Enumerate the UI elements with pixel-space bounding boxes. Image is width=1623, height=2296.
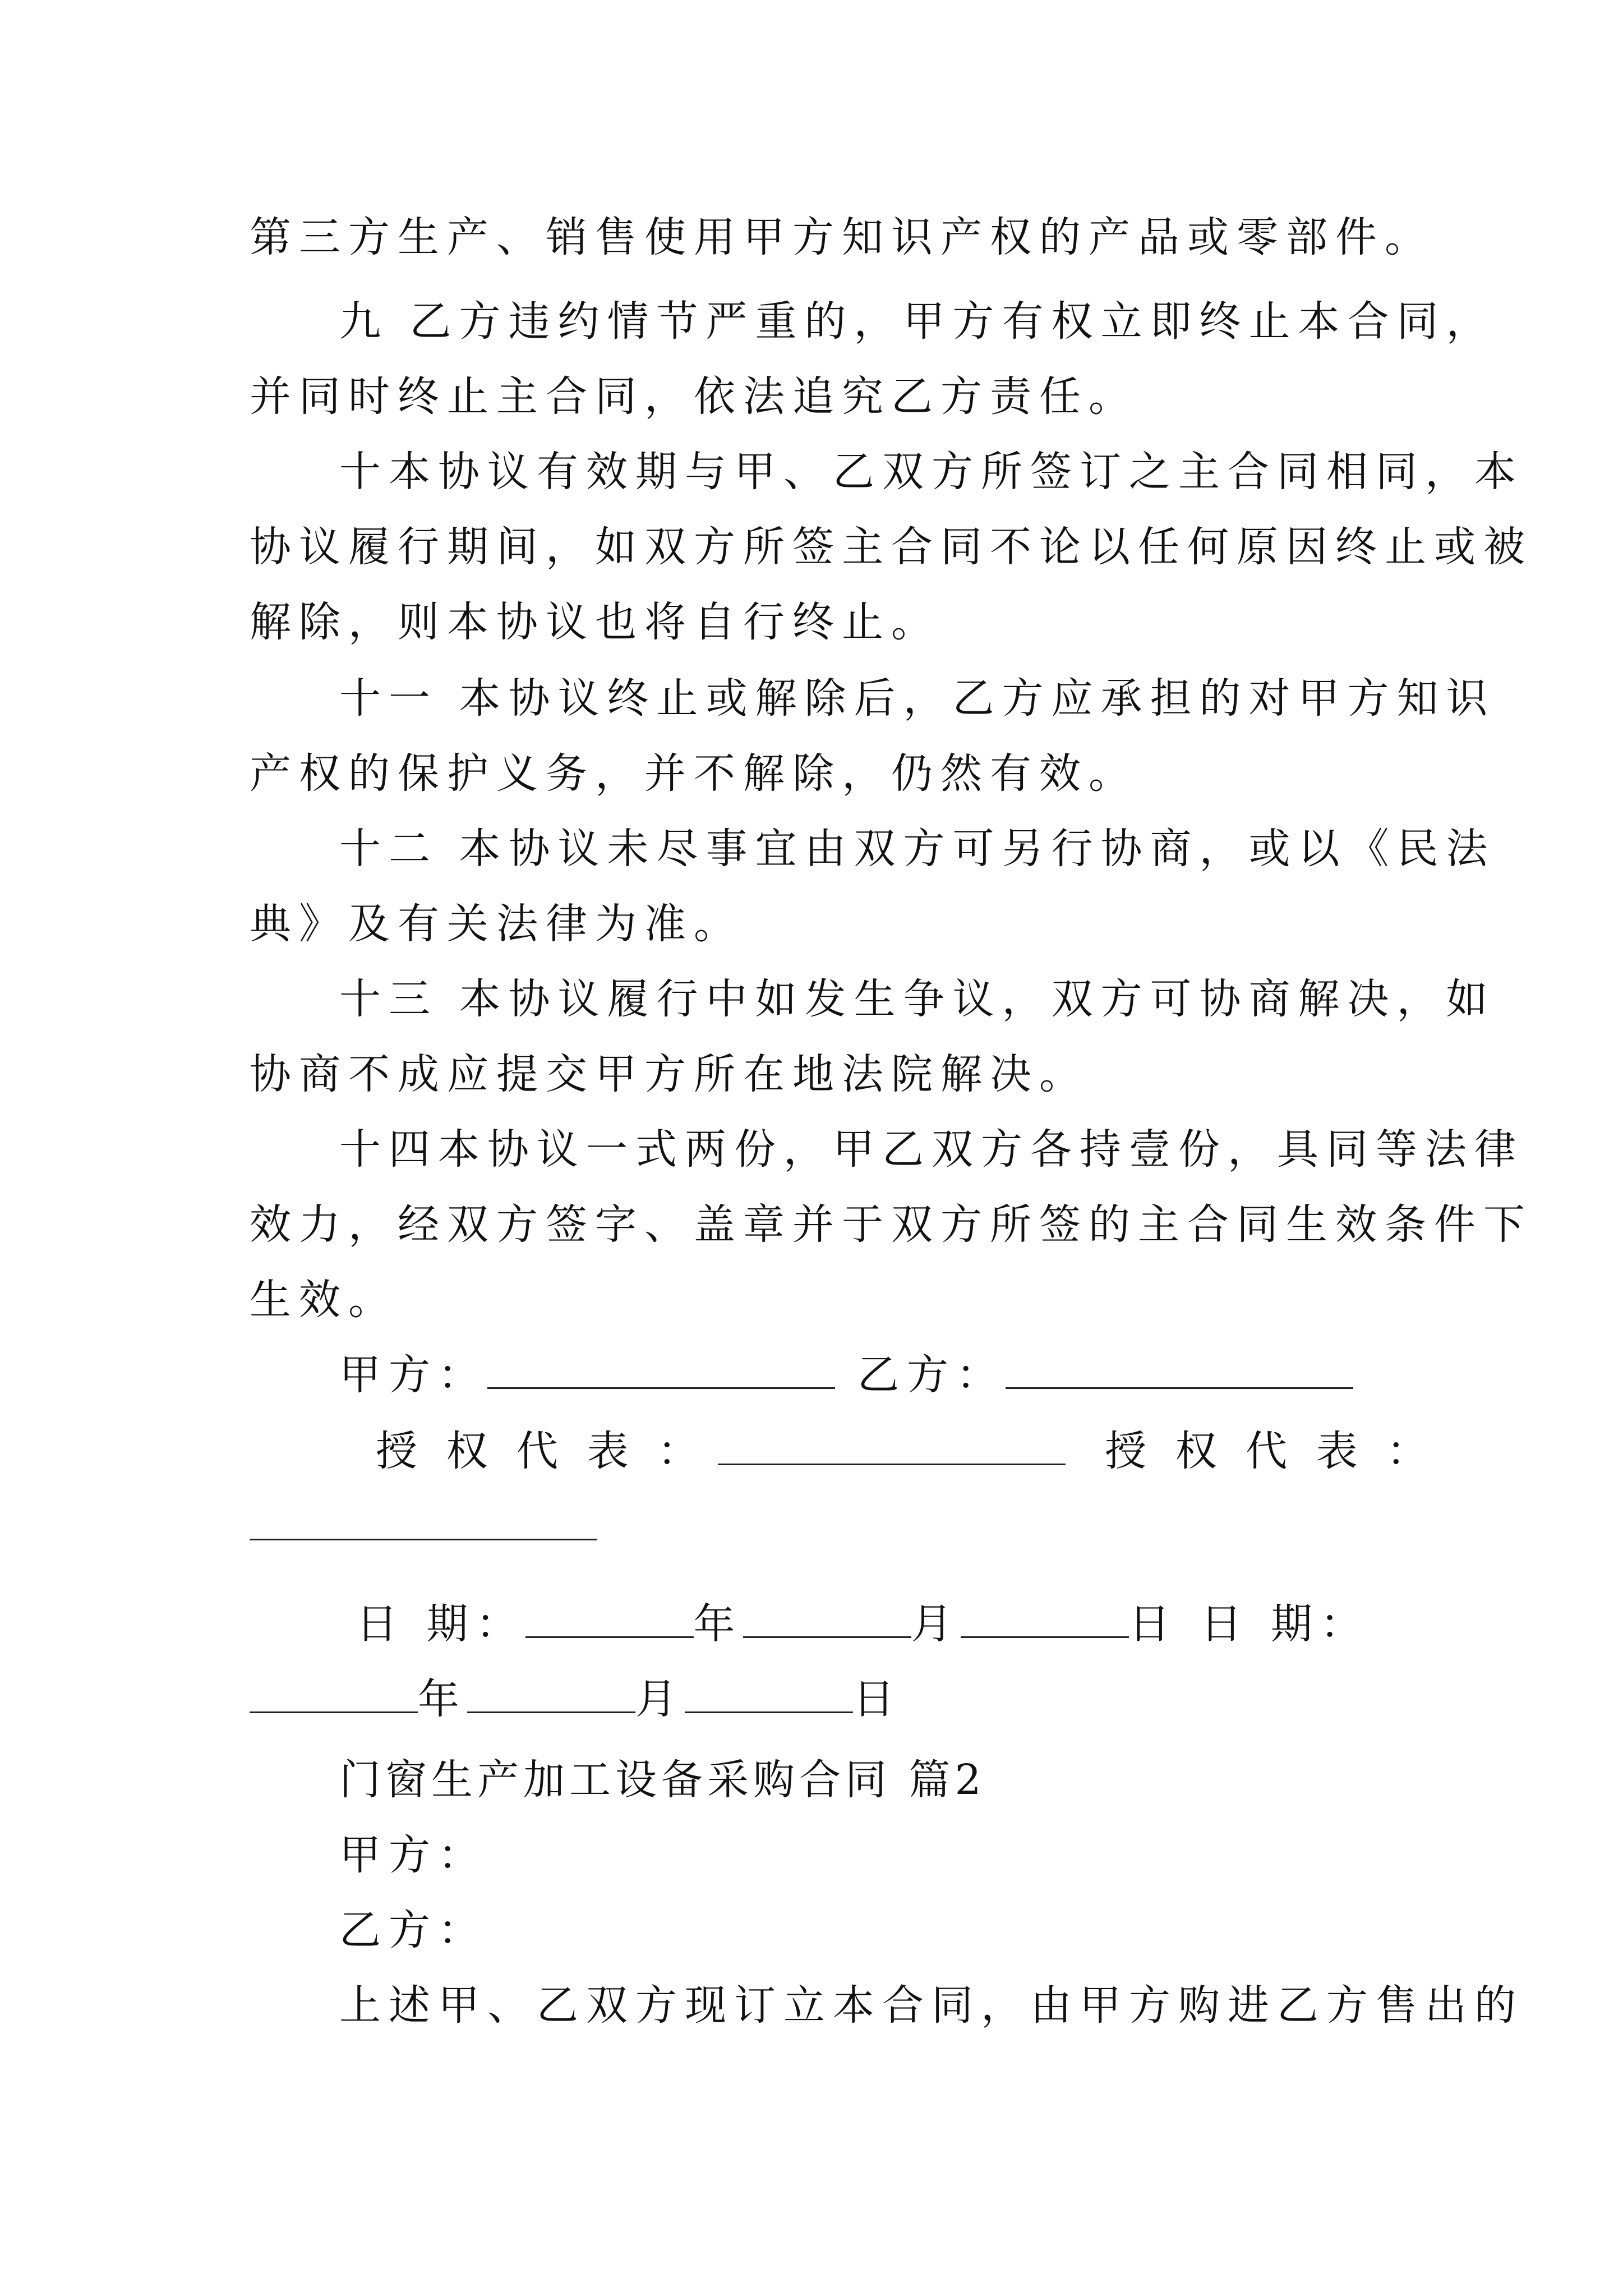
rep-a-blank xyxy=(718,1430,1066,1465)
month-label: 月 xyxy=(635,1675,685,1723)
date-b-year-blank xyxy=(250,1678,418,1713)
signature-rep-row xyxy=(376,1426,1436,1476)
rep-b-blank xyxy=(250,1505,597,1540)
contract-2-intro: 上述甲、乙双方现订立本合同，由甲方购进乙方售出的 xyxy=(339,1981,1524,2030)
party-a-label: 甲方： xyxy=(339,1351,487,1399)
rep-a-label: 授 权 代 表 ： xyxy=(376,1427,707,1475)
signature-date-row xyxy=(356,1599,1394,1649)
party-b-label: 乙方： xyxy=(857,1351,1006,1399)
paragraph-line: 效力，经双方签字、盖章并于双方所签的主合同生效条件下 xyxy=(250,1200,1533,1249)
date-b-month-blank xyxy=(467,1678,635,1713)
month-label: 月 xyxy=(911,1600,961,1648)
paragraph-line: 产权的保护义务，并不解除，仍然有效。 xyxy=(250,749,1138,798)
paragraph-line: 典》及有关法律为准。 xyxy=(250,900,743,948)
paragraph-line: 十三 本协议履行中如发生争议，双方可协商解决，如 xyxy=(339,975,1496,1023)
paragraph-line: 协议履行期间，如双方所签主合同不论以任何原因终止或被 xyxy=(250,523,1533,571)
contract-2-title: 门窗生产加工设备采购合同 篇2 xyxy=(339,1756,986,1804)
day-label: 日 xyxy=(853,1675,902,1723)
date-a-day-blank xyxy=(961,1603,1129,1638)
paragraph-line: 第三方生产、销售使用甲方知识产权的产品或零部件。 xyxy=(250,213,1434,261)
date-a-label: 日 期： xyxy=(356,1600,525,1648)
date-a-year-blank xyxy=(525,1603,694,1638)
paragraph-line: 生效。 xyxy=(250,1276,398,1324)
year-label: 年 xyxy=(418,1675,467,1723)
date-b-day-blank xyxy=(685,1678,853,1713)
signature-parties-row xyxy=(339,1350,1394,1400)
paragraph-line: 十二 本协议未尽事宜由双方可另行协商，或以《民法 xyxy=(339,825,1496,873)
contract-2-party-a: 甲方： xyxy=(339,1831,487,1879)
year-label: 年 xyxy=(693,1600,743,1648)
paragraph-line: 十一 本协议终止或解除后，乙方应承担的对甲方知识 xyxy=(339,674,1496,723)
paragraph-line: 十本协议有效期与甲、乙双方所签订之主合同相同，本 xyxy=(339,448,1524,496)
paragraph-line: 解除，则本协议也将自行终止。 xyxy=(250,598,940,646)
paragraph-line: 协商不成应提交甲方所在地法院解决。 xyxy=(250,1050,1089,1098)
paragraph-line: 并同时终止主合同，依法追究乙方责任。 xyxy=(250,372,1138,421)
day-label: 日 xyxy=(1128,1600,1178,1648)
signature-rep-continuation xyxy=(250,1501,1394,1552)
paragraph-line: 十四本协议一式两份，甲乙双方各持壹份，具同等法律 xyxy=(339,1125,1524,1174)
party-b-blank xyxy=(1006,1354,1353,1389)
contract-2-party-b: 乙方： xyxy=(339,1906,487,1954)
paragraph-line: 九 乙方违约情节严重的，甲方有权立即终止本合同， xyxy=(339,297,1496,346)
rep-b-label: 授 权 代 表 ： xyxy=(1105,1427,1436,1475)
party-a-blank xyxy=(487,1354,835,1389)
date-a-month-blank xyxy=(743,1603,911,1638)
signature-date-continuation xyxy=(250,1674,1394,1724)
date-b-label: 日 期： xyxy=(1200,1600,1370,1648)
